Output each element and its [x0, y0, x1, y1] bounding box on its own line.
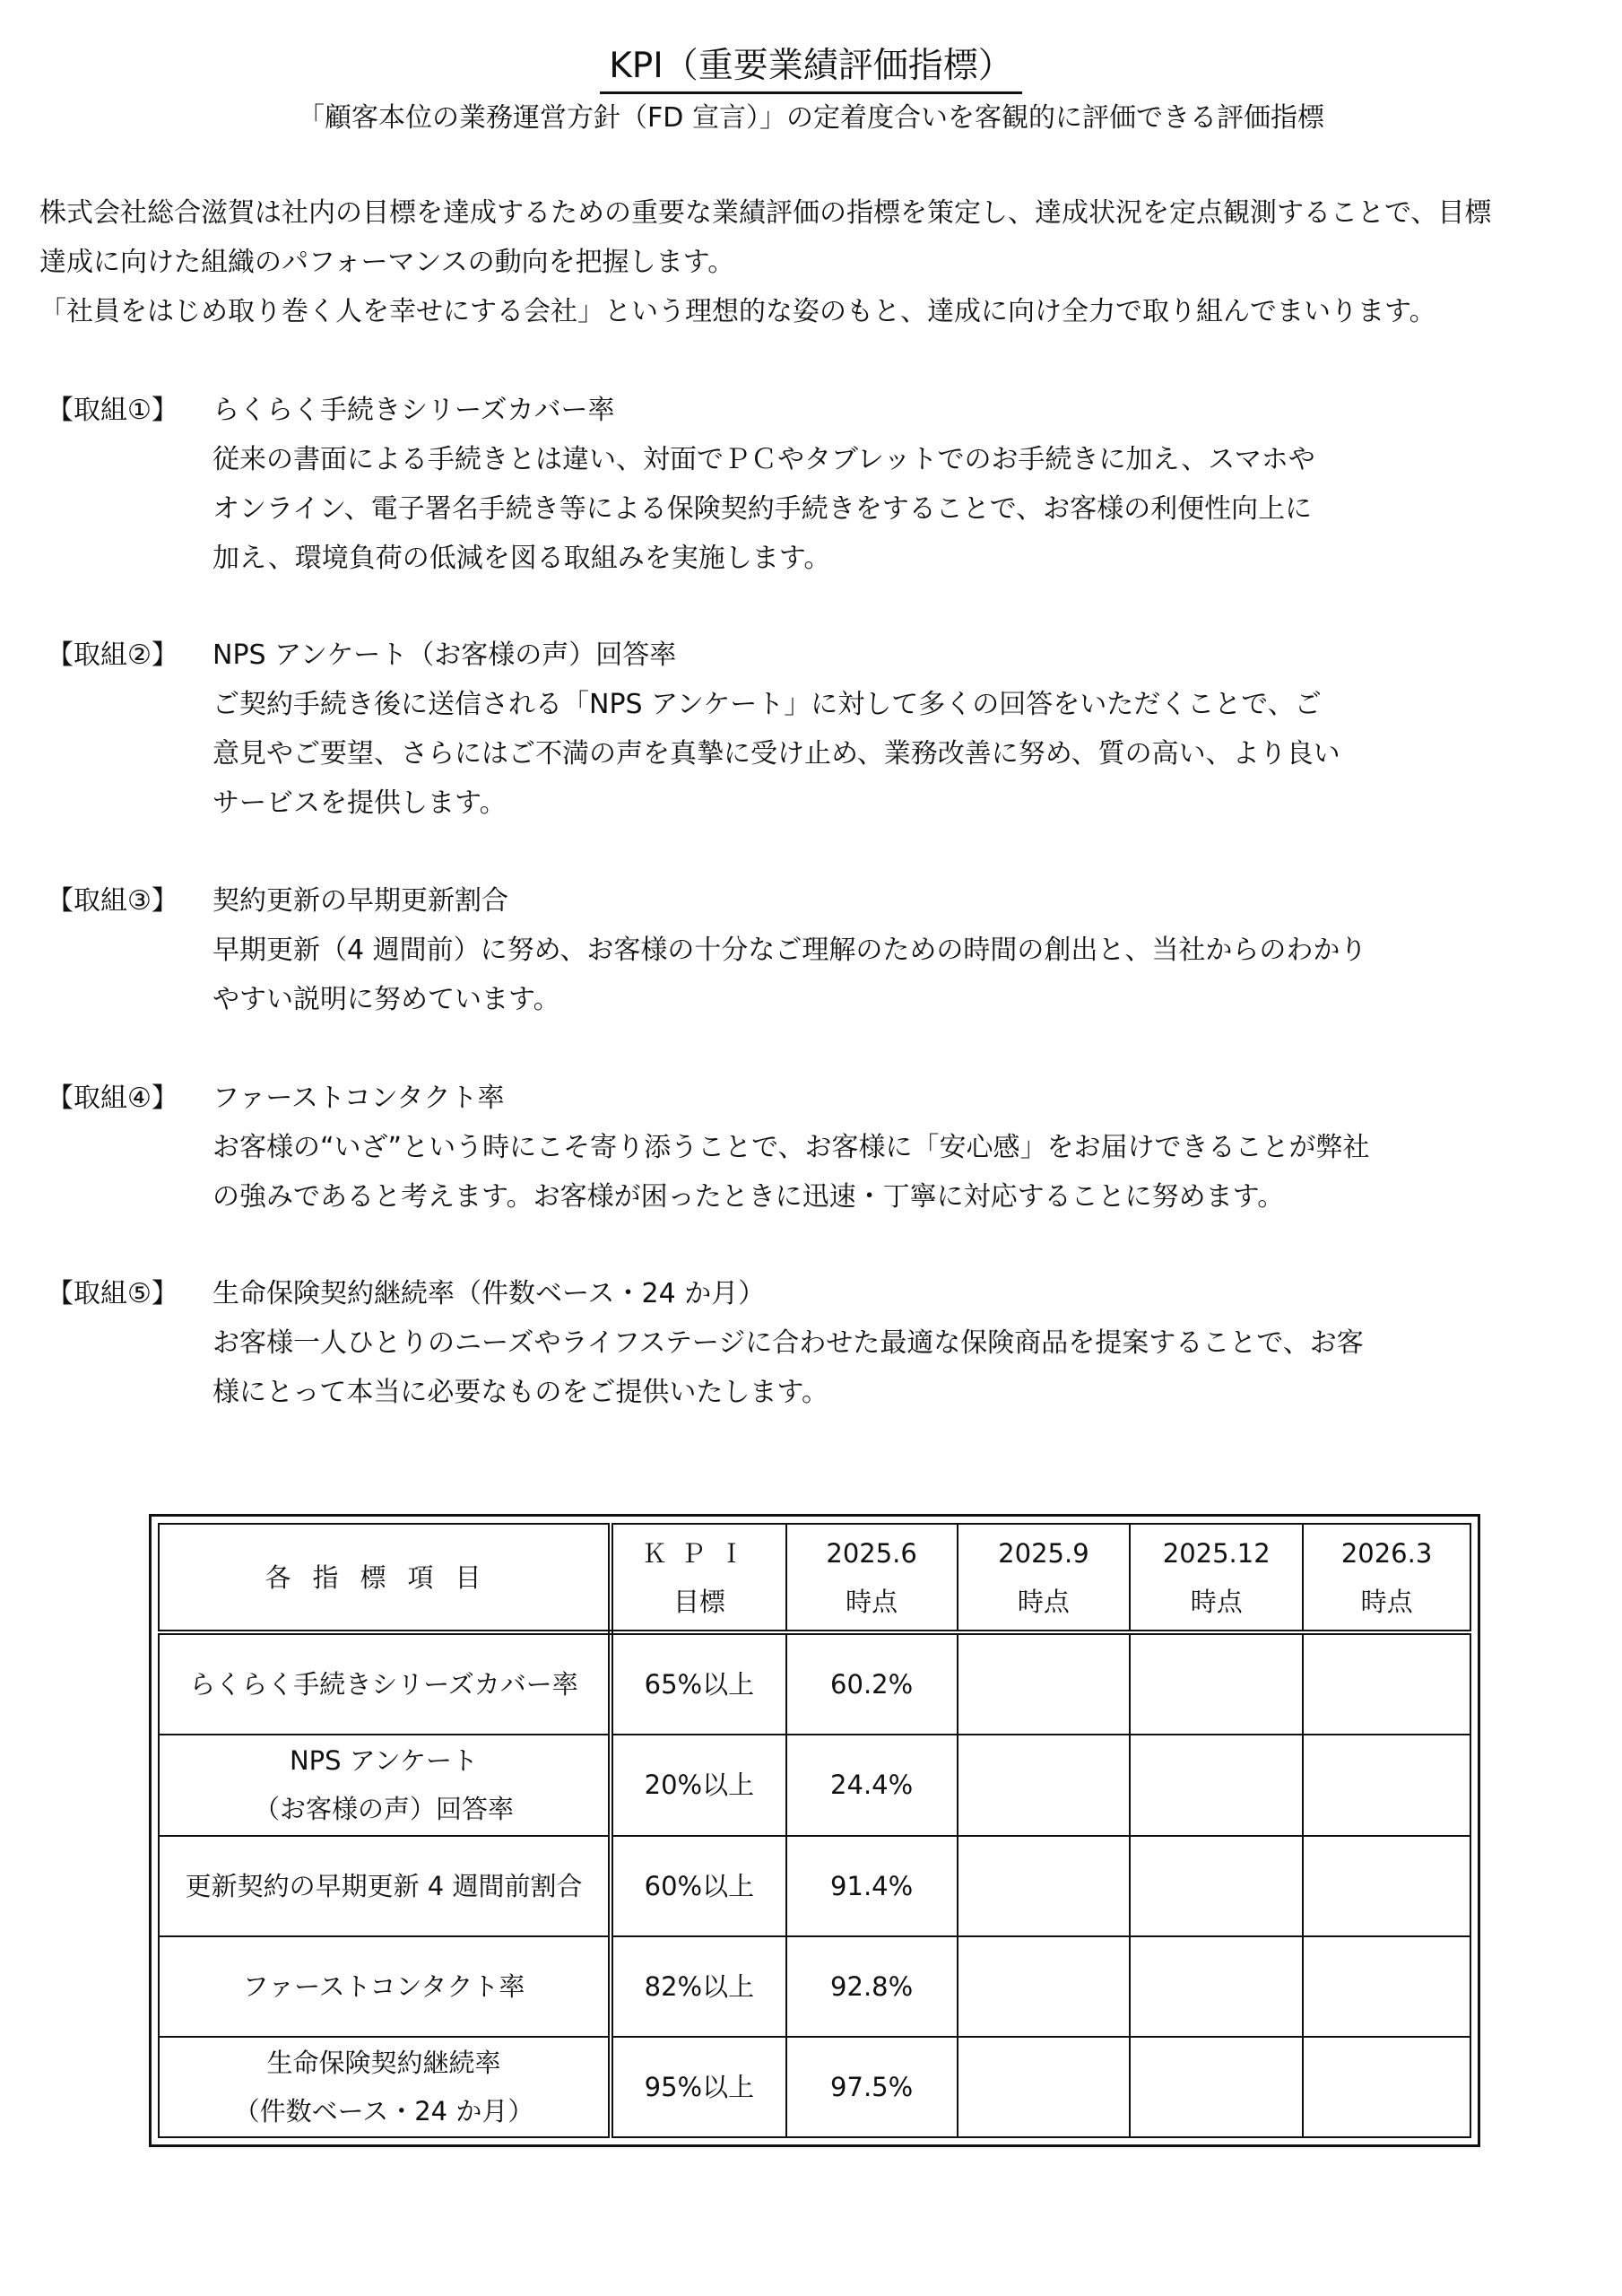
initiative-body-line: やすい説明に努めています。	[213, 984, 560, 1015]
kpi-target: 82%以上	[611, 1936, 786, 2037]
indicator-name: 生命保険契約継続率 （件数ベース・24 か月）	[159, 2037, 611, 2137]
kpi-target: 65%以上	[611, 1632, 786, 1735]
intro-paragraph	[39, 188, 1591, 336]
period-value	[1130, 1735, 1303, 1835]
initiative-body-line: 従来の書面による手続きとは違い、対面でＰＣやタブレットでのお手続きに加え、スマホや	[213, 444, 1315, 475]
period-value	[1303, 1632, 1470, 1735]
indicator-name: ファーストコンタクト率	[159, 1936, 611, 2037]
period-value	[1303, 1936, 1470, 2037]
header-period: 2025.12 時点	[1130, 1524, 1303, 1632]
kpi-target: 20%以上	[611, 1735, 786, 1835]
table-row	[159, 2037, 1470, 2137]
indicator-name: NPS アンケート （お客様の声）回答率	[159, 1735, 611, 1835]
initiative-heading: らくらく手続きシリーズカバー率	[213, 395, 615, 426]
header-period: 2025.9 時点	[958, 1524, 1131, 1632]
period-value	[958, 1632, 1131, 1735]
initiative-heading: NPS アンケート（お客様の声）回答率	[213, 639, 677, 671]
period-value	[1130, 1836, 1303, 1936]
initiative-body-line: の強みであると考えます。お客様が困ったときに迅速・丁寧に対応することに努めます。	[213, 1181, 1285, 1213]
initiative-label: 【取組②】	[47, 639, 178, 671]
period-value: 92.8%	[786, 1936, 958, 2037]
table-header-row	[159, 1524, 1470, 1632]
header-period: 2025.6 時点	[786, 1524, 958, 1632]
initiative-heading: ファーストコンタクト率	[213, 1083, 505, 1114]
period-value	[958, 2037, 1131, 2137]
kpi-target: 60%以上	[611, 1836, 786, 1936]
initiative-body-line: オンライン、電子署名手続き等による保険契約手続きをすることで、お客様の利便性向上に	[213, 493, 1313, 525]
initiative-label: 【取組④】	[47, 1083, 178, 1114]
page-title	[0, 38, 1622, 94]
period-value	[1303, 2037, 1470, 2137]
initiative-body-line: 加え、環境負荷の低減を図る取組みを実施します。	[213, 543, 831, 574]
indicator-name: らくらく手続きシリーズカバー率	[159, 1632, 611, 1735]
period-value	[1303, 1735, 1470, 1835]
period-value	[958, 1735, 1131, 1835]
table-row	[159, 1735, 1470, 1835]
initiative-label: 【取組③】	[47, 885, 178, 917]
intro-line: 達成に向けた組織のパフォーマンスの動向を把握します。	[39, 247, 735, 278]
kpi-table-frame	[149, 1514, 1480, 2147]
period-value: 24.4%	[786, 1735, 958, 1835]
initiative-body-line: お客様の“いざ”という時にこそ寄り添うことで、お客様に「安心感」をお届けできることが弊社	[213, 1132, 1370, 1163]
table-row	[159, 1936, 1470, 2037]
initiative-body-line: お客様一人ひとりのニーズやライフステージに合わせた最適な保険商品を提案することで、お客	[213, 1327, 1364, 1359]
initiative-label: 【取組⑤】	[47, 1278, 178, 1309]
period-value: 60.2%	[786, 1632, 958, 1735]
period-value: 91.4%	[786, 1836, 958, 1936]
initiative-heading: 契約更新の早期更新割合	[213, 885, 508, 917]
period-value	[1130, 2037, 1303, 2137]
kpi-table	[158, 1523, 1471, 2138]
period-value	[1303, 1836, 1470, 1936]
kpi-target: 95%以上	[611, 2037, 786, 2137]
table-row	[159, 1632, 1470, 1735]
header-kpi: ＫＰＩ 目標	[611, 1524, 786, 1632]
initiative-label: 【取組①】	[47, 395, 178, 426]
period-value	[1130, 1936, 1303, 2037]
initiative-body-line: 様にとって本当に必要なものをご提供いたします。	[213, 1377, 828, 1408]
intro-line: 株式会社総合滋賀は社内の目標を達成するための重要な業績評価の指標を策定し、達成状況を定点観測することで、目標	[39, 197, 1492, 229]
period-value	[1130, 1632, 1303, 1735]
intro-line: 「社員をはじめ取り巻く人を幸せにする会社」という理想的な姿のもと、達成に向け全力で取り組んでまいります。	[39, 296, 1436, 327]
initiative-body-line: 早期更新（4 週間前）に努め、お客様の十分なご理解のための時間の創出と、当社からのわかり	[213, 935, 1367, 966]
initiative-body-line: サービスを提供します。	[213, 787, 507, 819]
period-value	[958, 1836, 1131, 1936]
header-indicator: 各指標項目	[159, 1524, 611, 1632]
header-period: 2026.3 時点	[1303, 1524, 1470, 1632]
initiative-body-line: ご契約手続き後に送信される「NPS アンケート」に対して多くの回答をいただくことで、ご	[213, 689, 1322, 720]
period-value	[958, 1936, 1131, 2037]
period-value: 97.5%	[786, 2037, 958, 2137]
title-text: KPI（重要業績評価指標）	[600, 38, 1022, 94]
indicator-name: 更新契約の早期更新 4 週間前割合	[159, 1836, 611, 1936]
table-row	[159, 1836, 1470, 1936]
initiative-heading: 生命保険契約継続率（件数ベース・24 か月）	[213, 1278, 766, 1309]
initiative-body-line: 意見やご要望、さらにはご不満の声を真摯に受け止め、業務改善に努め、質の高い、より良い	[213, 738, 1340, 770]
page-subtitle: 「顧客本位の業務運営方針（FD 宣言）」の定着度合いを客観的に評価できる評価指標	[298, 102, 1324, 134]
